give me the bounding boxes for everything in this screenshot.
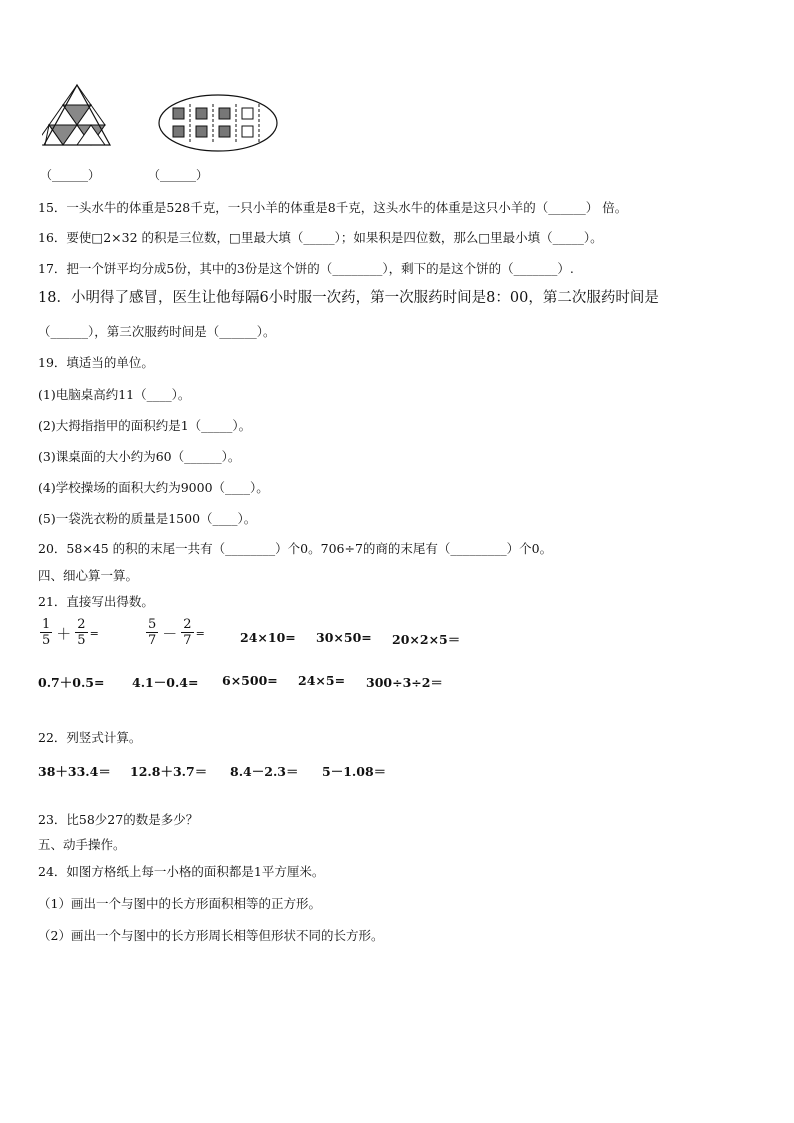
plus-sign: ＋ bbox=[56, 624, 72, 643]
section-4-heading: 四、细心算一算。 bbox=[38, 568, 139, 583]
calc-item: 4.1－0.4= bbox=[132, 675, 199, 690]
vertical-calc-item: 12.8＋3.7＝ bbox=[130, 764, 208, 779]
equals-sign: = bbox=[89, 626, 99, 640]
vertical-calc-item: 5－1.08＝ bbox=[322, 764, 387, 779]
section-5-heading: 五、动手操作。 bbox=[38, 837, 126, 852]
question-18-line2: （______），第三次服药时间是（______）。 bbox=[38, 324, 276, 339]
vertical-calc-item: 38＋33.4＝ bbox=[38, 764, 111, 779]
ellipse-grid-figure bbox=[156, 92, 280, 154]
question-22: 22．列竖式计算。 bbox=[38, 730, 142, 745]
equals-sign: = bbox=[195, 626, 205, 640]
figure1-blank: （______） bbox=[40, 168, 101, 182]
fraction-expression-a bbox=[38, 618, 99, 649]
question-19-item: (5)一袋洗衣粉的质量是1500（____）。 bbox=[38, 511, 257, 526]
calc-item: 0.7＋0.5= bbox=[38, 675, 105, 690]
question-24-sub1: （1）画出一个与图中的长方形面积相等的正方形。 bbox=[38, 896, 321, 911]
calc-item: 30×50= bbox=[316, 630, 372, 645]
calc-item: 20×2×5＝ bbox=[392, 632, 461, 647]
question-21: 21．直接写出得数。 bbox=[38, 594, 154, 609]
calc-item: 24×10= bbox=[240, 630, 296, 645]
fraction: $\frac{2}{5}$ bbox=[77, 617, 86, 649]
question-19-item: (4)学校操场的面积大约为9000（____）。 bbox=[38, 480, 269, 495]
fraction: $\frac{5}{7}$ bbox=[148, 617, 157, 649]
question-23: 23．比58少27的数是多少？ bbox=[38, 812, 199, 827]
vertical-calc-item: 8.4－2.3＝ bbox=[230, 764, 299, 779]
calc-item: 6×500= bbox=[222, 673, 278, 688]
fraction-expression-b bbox=[144, 618, 205, 649]
question-19-item: (2)大拇指指甲的面积约是1（_____）。 bbox=[38, 418, 252, 433]
fraction: $\frac{2}{7}$ bbox=[183, 617, 192, 649]
question-20: 20．58×45 的积的末尾一共有（________）个0。706÷7的商的末尾有（_________）个0。 bbox=[38, 541, 553, 556]
question-16: 16．要使□2×32 的积是三位数，□里最大填（_____）；如果积是四位数，那么□里最小填（_____）。 bbox=[38, 230, 603, 245]
question-17: 17．把一个饼平均分成5份，其中的3份是这个饼的（________），剩下的是这个饼的（_______）. bbox=[38, 261, 574, 276]
question-19-item: (3)课桌面的大小约为60（______）。 bbox=[38, 449, 241, 464]
fraction: $\frac{1}{5}$ bbox=[42, 617, 51, 649]
calc-item: 300÷3÷2＝ bbox=[366, 675, 443, 690]
question-19-item: (1)电脑桌高约11（____）。 bbox=[38, 387, 191, 402]
question-24-sub2: （2）画出一个与图中的长方形周长相等但形状不同的长方形。 bbox=[38, 928, 384, 943]
question-18-line1: 18．小明得了感冒，医生让他每隔6小时服一次药，第一次服药时间是8：00，第二次服药时间是 bbox=[38, 290, 659, 306]
figures-area bbox=[40, 78, 300, 188]
minus-sign: － bbox=[162, 624, 178, 643]
calc-item: 24×5= bbox=[298, 673, 346, 688]
question-15: 15．一头水牛的体重是528千克，一只小羊的体重是8千克，这头水牛的体重是这只小羊的（______） 倍。 bbox=[38, 200, 628, 215]
question-19: 19．填适当的单位。 bbox=[38, 355, 154, 370]
figure2-blank: （______） bbox=[148, 168, 209, 182]
question-24: 24．如图方格纸上每一小格的面积都是1平方厘米。 bbox=[38, 864, 325, 879]
triangle-figure bbox=[42, 83, 112, 155]
